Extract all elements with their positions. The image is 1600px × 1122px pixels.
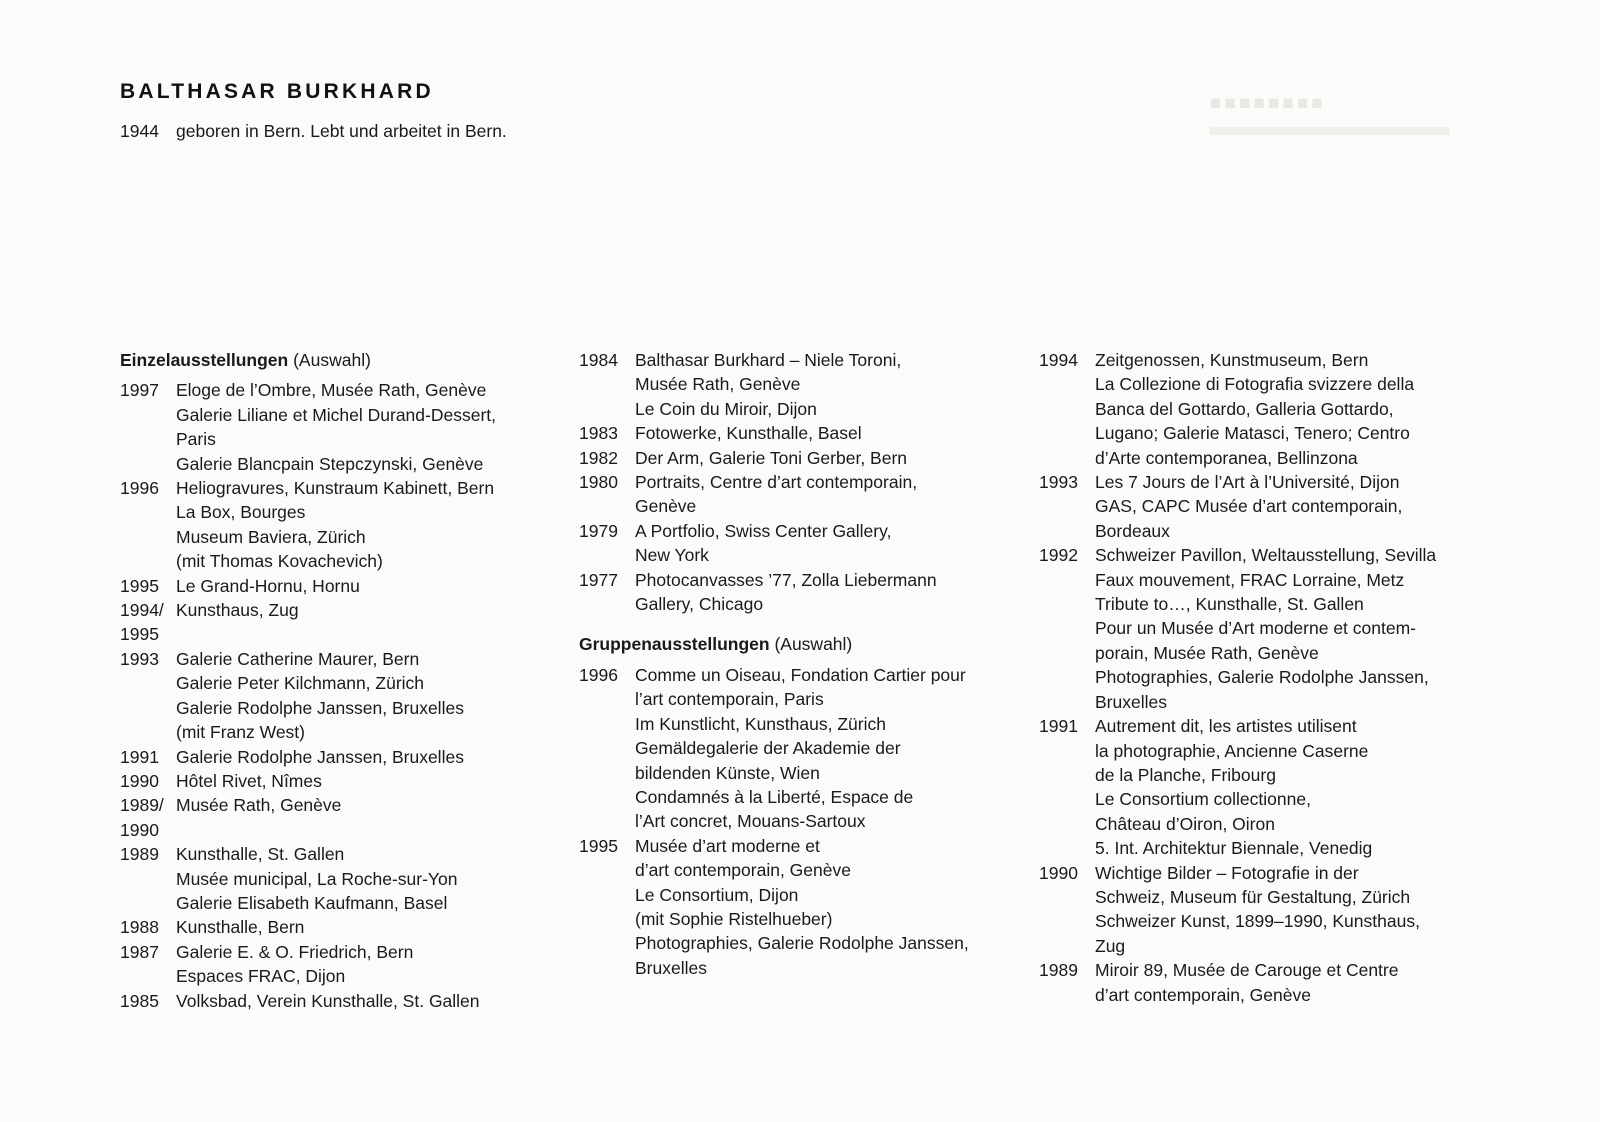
exhibition-line: Portraits, Centre d’art contemporain, — [635, 472, 918, 493]
column-2 — [579, 348, 1009, 980]
exhibition-line: Wichtige Bilder – Fotografie in der — [1095, 862, 1359, 883]
exhibition-line: Galerie Liliane et Michel Durand-Dessert, — [176, 404, 496, 425]
exhibition-lines — [635, 663, 1009, 834]
exhibition-line: bildenden Künste, Wien — [635, 762, 820, 783]
exhibition-line: 5. Int. Architektur Biennale, Venedig — [1095, 838, 1373, 859]
exhibition-line: l’art contemporain, Paris — [635, 689, 824, 710]
exhibition-entry — [579, 470, 1009, 519]
exhibition-line: Le Consortium collectionne, — [1095, 789, 1311, 810]
exhibition-line: Château d’Oiron, Oiron — [1095, 813, 1275, 834]
exhibition-line: Banca del Gottardo, Galleria Gottardo, — [1095, 398, 1394, 419]
exhibition-entry — [120, 476, 540, 574]
exhibition-line: Galerie Peter Kilchmann, Zürich — [176, 673, 425, 694]
exhibition-entry — [120, 915, 540, 939]
group-heading-note: (Auswahl) — [774, 634, 853, 655]
exhibition-lines — [176, 476, 540, 574]
exhibition-entry — [579, 834, 1009, 980]
exhibition-year: 1977 — [579, 569, 618, 590]
exhibition-line: Galerie Elisabeth Kaufmann, Basel — [176, 892, 448, 913]
exhibition-line: Les 7 Jours de l’Art à l’Université, Dijon — [1095, 472, 1400, 493]
exhibition-line: Galerie Rodolphe Janssen, Bruxelles — [176, 746, 464, 767]
exhibition-line: porain, Musée Rath, Genève — [1095, 642, 1319, 663]
bio-line — [120, 119, 507, 143]
exhibition-year: 1993 — [1039, 472, 1078, 493]
exhibition-lines — [635, 421, 1009, 445]
exhibition-line: d’art contemporain, Genève — [1095, 984, 1311, 1005]
solo-exhibitions-list-continued — [579, 348, 1009, 616]
artist-name-title: BALTHASAR BURKHARD — [120, 80, 434, 103]
column-3 — [1039, 348, 1479, 1007]
exhibition-line: Galerie Rodolphe Janssen, Bruxelles — [176, 697, 464, 718]
exhibition-line: Photographies, Galerie Rodolphe Janssen, — [1095, 667, 1429, 688]
exhibition-entry — [120, 842, 540, 915]
exhibition-line: Im Kunstlicht, Kunsthaus, Zürich — [635, 713, 886, 734]
exhibition-line: Kunsthalle, St. Gallen — [176, 844, 345, 865]
exhibition-entry — [1039, 861, 1479, 959]
exhibition-entry — [1039, 543, 1479, 714]
exhibition-line: GAS, CAPC Musée d’art contemporain, — [1095, 496, 1403, 517]
exhibition-entry — [579, 568, 1009, 617]
exhibition-line: (mit Franz West) — [176, 722, 305, 743]
exhibition-lines — [1095, 543, 1479, 714]
exhibition-line: Kunsthaus, Zug — [176, 600, 299, 621]
exhibition-line: d’art contemporain, Genève — [635, 860, 851, 881]
exhibition-line: Tribute to…, Kunsthalle, St. Gallen — [1095, 594, 1364, 615]
exhibition-line: Genève — [635, 496, 697, 517]
exhibition-lines — [635, 568, 1009, 617]
exhibition-line: La Box, Bourges — [176, 502, 306, 523]
exhibition-line: Lugano; Galerie Matasci, Tenero; Centro — [1095, 423, 1410, 444]
exhibition-year: 1984 — [579, 350, 618, 370]
exhibition-year: 1991 — [1039, 716, 1078, 737]
exhibition-year: 1985 — [120, 990, 159, 1011]
exhibition-line: Espaces FRAC, Dijon — [176, 966, 346, 987]
exhibition-entry — [1039, 470, 1479, 543]
exhibition-line: Faux mouvement, FRAC Lorraine, Metz — [1095, 569, 1405, 590]
exhibition-line: la photographie, Ancienne Caserne — [1095, 740, 1369, 761]
exhibition-year: 1980 — [579, 472, 618, 493]
exhibition-line: Volksbad, Verein Kunsthalle, St. Gallen — [176, 990, 480, 1011]
solo-heading-label: Einzelausstellungen — [120, 350, 289, 370]
exhibition-year: 1989 — [120, 844, 159, 865]
exhibition-line: l’Art concret, Mouans-Sartoux — [635, 811, 866, 832]
exhibition-lines — [1095, 470, 1479, 543]
exhibition-year: 1979 — [579, 520, 618, 541]
exhibition-lines — [176, 647, 540, 745]
exhibition-year: 1995 — [120, 575, 159, 596]
exhibition-lines — [176, 745, 540, 769]
exhibition-entry — [1039, 714, 1479, 860]
exhibition-entry — [120, 769, 540, 793]
exhibition-line: Condamnés à la Liberté, Espace de — [635, 786, 914, 807]
show-through-mark: ■■■■■■■■ — [1210, 93, 1326, 114]
exhibition-line: Zeitgenossen, Kunstmuseum, Bern — [1095, 350, 1369, 370]
exhibition-year: 1991 — [120, 746, 159, 767]
exhibition-line: Bruxelles — [1095, 691, 1167, 712]
exhibition-entry — [120, 745, 540, 769]
group-exhibitions-list-continued — [1039, 348, 1479, 1007]
group-heading-label: Gruppenausstellungen — [579, 634, 770, 655]
exhibition-line: Le Coin du Miroir, Dijon — [635, 398, 817, 419]
exhibition-entry — [120, 989, 540, 1013]
exhibition-entry — [120, 793, 540, 842]
exhibition-entry — [579, 519, 1009, 568]
exhibition-line: Musée Rath, Genève — [635, 374, 801, 395]
exhibition-lines — [1095, 714, 1479, 860]
exhibition-line: Le Consortium, Dijon — [635, 884, 799, 905]
exhibition-lines — [176, 769, 540, 793]
bio-text: geboren in Bern. Lebt und arbeitet in Bern. — [176, 121, 507, 141]
exhibition-line: Paris — [176, 429, 216, 450]
exhibition-entry — [1039, 348, 1479, 470]
exhibition-year: 1989 — [1039, 960, 1078, 981]
exhibition-line: Schweizer Kunst, 1899–1990, Kunsthaus, — [1095, 911, 1420, 932]
exhibition-line: Musée Rath, Genève — [176, 795, 342, 816]
exhibition-lines — [176, 989, 540, 1013]
exhibition-year: 1987 — [120, 941, 159, 962]
exhibition-line: La Collezione di Fotografia svizzere della — [1095, 374, 1415, 395]
exhibition-lines — [176, 574, 540, 598]
exhibition-line: Autrement dit, les artistes utilisent — [1095, 716, 1357, 737]
exhibition-lines — [176, 842, 540, 915]
exhibition-entry — [120, 574, 540, 598]
exhibition-year: 1989/ 1990 — [120, 795, 164, 840]
exhibition-line: Museum Baviera, Zürich — [176, 526, 366, 547]
exhibition-entry — [579, 421, 1009, 445]
exhibition-entry — [120, 378, 540, 476]
exhibition-line: Musée d’art moderne et — [635, 835, 820, 856]
exhibition-line: Fotowerke, Kunsthalle, Basel — [635, 423, 862, 444]
exhibition-lines — [176, 915, 540, 939]
exhibition-year: 1992 — [1039, 545, 1078, 566]
exhibition-year: 1996 — [579, 664, 618, 685]
exhibition-line: Photocanvasses ’77, Zolla Liebermann — [635, 569, 937, 590]
exhibition-lines — [635, 519, 1009, 568]
exhibition-lines — [176, 793, 540, 842]
show-through-mark-line — [1210, 127, 1450, 135]
exhibition-line: Gallery, Chicago — [635, 594, 764, 615]
group-exhibitions-list — [579, 663, 1009, 980]
exhibition-year: 1983 — [579, 423, 618, 444]
exhibition-line: Balthasar Burkhard – Niele Toroni, — [635, 350, 902, 370]
exhibition-lines — [1095, 861, 1479, 959]
exhibition-line: d’Arte contemporanea, Bellinzona — [1095, 447, 1358, 468]
exhibition-line: Heliogravures, Kunstraum Kabinett, Bern — [176, 478, 495, 499]
exhibition-lines — [176, 940, 540, 989]
exhibition-lines — [1095, 348, 1479, 470]
solo-exhibitions-list — [120, 378, 540, 1013]
exhibition-line: Kunsthalle, Bern — [176, 917, 305, 938]
exhibition-lines — [176, 378, 540, 476]
group-exhibitions-heading — [579, 632, 1009, 656]
exhibition-entry — [579, 446, 1009, 470]
exhibition-line: Zug — [1095, 935, 1126, 956]
exhibition-entry — [120, 940, 540, 989]
exhibition-year: 1993 — [120, 648, 159, 669]
solo-heading-note: (Auswahl) — [293, 350, 371, 370]
exhibition-line: Bruxelles — [635, 957, 707, 978]
exhibition-line: (mit Thomas Kovachevich) — [176, 551, 383, 572]
exhibition-year: 1996 — [120, 478, 159, 499]
exhibition-line: A Portfolio, Swiss Center Gallery, — [635, 520, 892, 541]
column-1 — [120, 348, 540, 1013]
exhibition-year: 1995 — [579, 835, 618, 856]
exhibition-year: 1990 — [1039, 862, 1078, 883]
exhibition-line: Galerie E. & O. Friedrich, Bern — [176, 941, 414, 962]
exhibition-line: Galerie Catherine Maurer, Bern — [176, 648, 420, 669]
exhibition-entry — [1039, 958, 1479, 1007]
exhibition-year: 1994/ 1995 — [120, 600, 164, 645]
exhibition-line: Hôtel Rivet, Nîmes — [176, 770, 322, 791]
exhibition-line: New York — [635, 545, 709, 566]
exhibition-year: 1994 — [1039, 350, 1078, 370]
exhibition-line: Musée municipal, La Roche-sur-Yon — [176, 868, 458, 889]
solo-exhibitions-heading — [120, 348, 540, 372]
exhibition-line: Bordeaux — [1095, 520, 1170, 541]
exhibition-line: Der Arm, Galerie Toni Gerber, Bern — [635, 447, 908, 468]
exhibition-entry — [579, 663, 1009, 834]
exhibition-entry — [120, 598, 540, 647]
exhibition-lines — [635, 348, 1009, 421]
exhibition-entry — [579, 348, 1009, 421]
exhibition-line: Photographies, Galerie Rodolphe Janssen, — [635, 933, 969, 954]
exhibition-line: Schweiz, Museum für Gestaltung, Zürich — [1095, 886, 1411, 907]
exhibition-year: 1982 — [579, 447, 618, 468]
exhibition-lines — [635, 834, 1009, 980]
exhibition-lines — [635, 446, 1009, 470]
exhibition-line: Galerie Blancpain Stepczynski, Genève — [176, 453, 484, 474]
exhibition-year: 1990 — [120, 770, 159, 791]
exhibition-year: 1997 — [120, 380, 159, 401]
exhibition-year: 1988 — [120, 917, 159, 938]
exhibition-line: Le Grand-Hornu, Hornu — [176, 575, 360, 596]
exhibition-line: Pour un Musée d’Art moderne et contem- — [1095, 618, 1416, 639]
exhibition-entry — [120, 647, 540, 745]
exhibition-line: (mit Sophie Ristelhueber) — [635, 908, 833, 929]
exhibition-line: Miroir 89, Musée de Carouge et Centre — [1095, 960, 1399, 981]
exhibition-line: Gemäldegalerie der Akademie der — [635, 738, 901, 759]
exhibition-lines — [176, 598, 540, 647]
exhibition-line: Schweizer Pavillon, Weltausstellung, Sevilla — [1095, 545, 1437, 566]
bio-year: 1944 — [120, 121, 159, 141]
exhibition-line: Comme un Oiseau, Fondation Cartier pour — [635, 664, 966, 685]
exhibition-lines — [635, 470, 1009, 519]
exhibition-line: Eloge de l’Ombre, Musée Rath, Genève — [176, 380, 487, 401]
exhibition-line: de la Planche, Fribourg — [1095, 764, 1276, 785]
exhibition-lines — [1095, 958, 1479, 1007]
